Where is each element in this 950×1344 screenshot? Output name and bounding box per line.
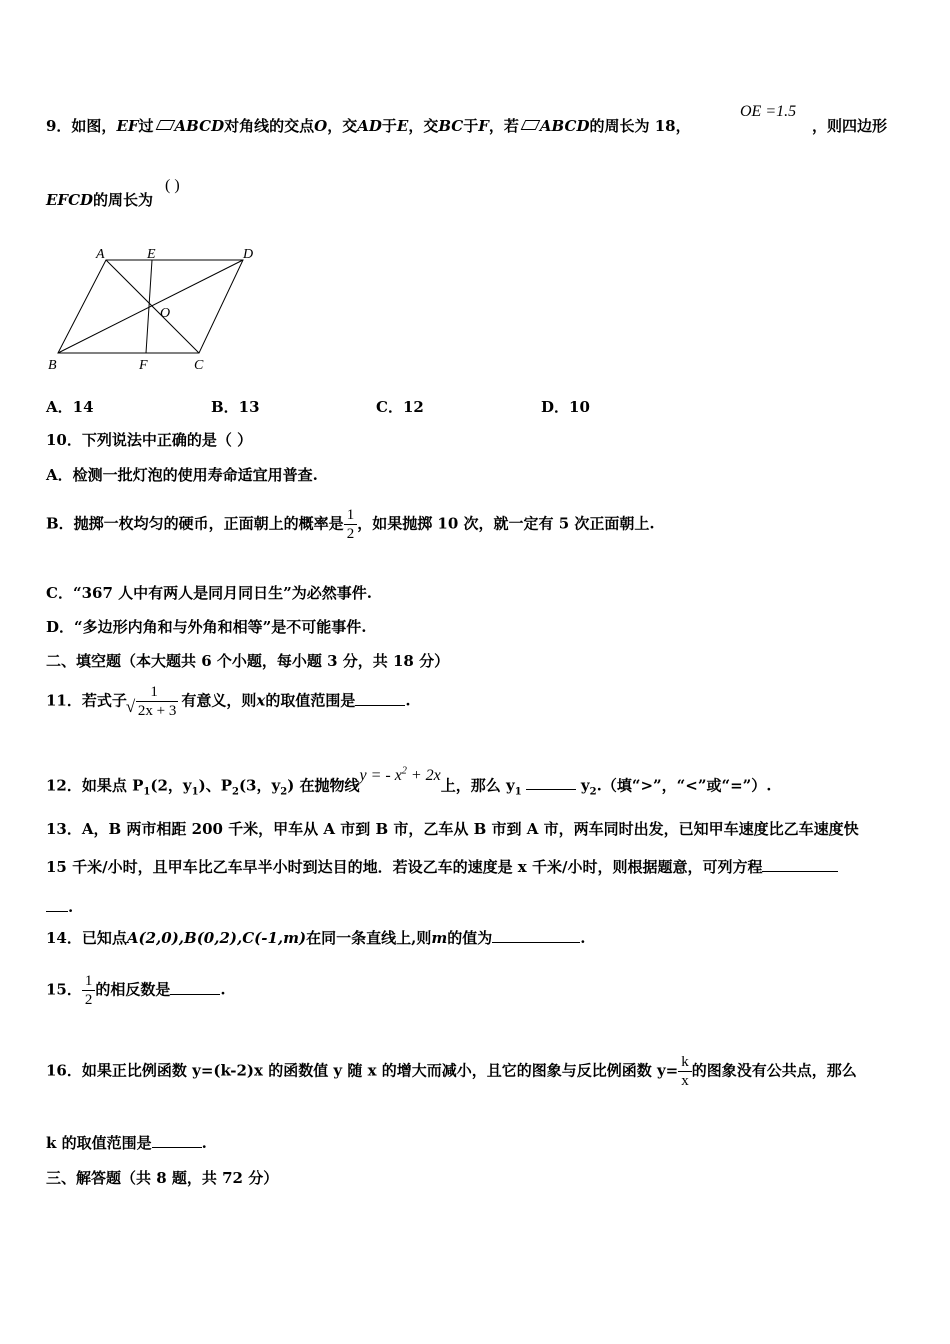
q11-fraction — [127, 683, 181, 720]
q13-answer-blank-cont[interactable] — [46, 897, 68, 912]
q16-text: 16．如果正比例函数 y=(k-2)x 的函数值 y 随 x 的增大而减小，且它的图象与反比例函数 y= — [46, 1061, 679, 1080]
section-2-heading: 二、填空题（本大题共 6 个小题，每小题 3 分，共 18 分） — [46, 652, 450, 670]
q13-line1: 13．A，B 两市相距 200 千米，甲车从 A 市到 B 市，乙车从 B 市到 A 市，两车同时出发，已知甲车速度比乙车速度快 — [46, 820, 859, 838]
q12-sub: 1 — [514, 786, 522, 798]
q10-option-a[interactable]: A．检测一批灯泡的使用寿命适宜用普查. — [46, 466, 318, 484]
q13-line2 — [46, 857, 838, 877]
q9-text: 对角线的交点 — [224, 117, 315, 135]
eq-part: y = - x — [359, 767, 402, 785]
q9-ad: AD — [357, 117, 382, 135]
q9-option-c[interactable]: C．12 — [376, 398, 424, 416]
q9-text: ，交 — [327, 117, 358, 135]
q15-text: 的相反数是 — [95, 980, 171, 999]
q9-text-end: ，则四边形 — [812, 117, 888, 135]
q12 — [46, 766, 772, 802]
q10-b-text: ，如果抛掷 10 次，就一定有 5 次正面朝上. — [357, 514, 655, 533]
q9-efcd: EFCD — [46, 191, 94, 209]
q11-text: 的取值范围是 — [265, 691, 356, 710]
q12-text: ) 在抛物线 — [287, 776, 360, 795]
q13-text: . — [68, 898, 74, 916]
q13-line3 — [46, 897, 73, 917]
q9-text: ，交 — [408, 117, 439, 135]
q9-abcd: ABCD — [539, 117, 590, 135]
q15-answer-blank[interactable] — [170, 980, 220, 995]
q12-text: 上，那么 y — [440, 776, 515, 795]
q12-text: y — [575, 776, 590, 795]
label-o: O — [160, 306, 171, 321]
q9-bc: BC — [438, 117, 464, 135]
q9-ef: EF — [116, 117, 139, 135]
q15-text: 15． — [46, 980, 82, 999]
frac-num: k — [681, 1054, 689, 1070]
q12-text: (3，y — [238, 776, 281, 795]
q16-line2 — [46, 1133, 207, 1153]
q15-text: . — [220, 980, 226, 999]
frac-den — [127, 701, 181, 720]
q14-text: 14．已知点 — [46, 929, 127, 947]
q13-answer-blank[interactable] — [762, 857, 838, 872]
q12-answer-blank[interactable] — [526, 775, 576, 790]
q10-stem: 10．下列说法中正确的是（ ） — [46, 431, 253, 449]
q12-parabola-equation — [360, 767, 441, 784]
label-c: C — [194, 358, 204, 373]
q11-x: x — [256, 691, 266, 710]
eq-part: + 2x — [406, 767, 441, 785]
q12-sub: 2 — [280, 786, 288, 798]
q14-text: 在同一条直线上,则 — [306, 929, 432, 947]
q9-e: E — [396, 117, 409, 135]
section-3-heading: 三、解答题（共 8 题，共 72 分） — [46, 1169, 279, 1187]
parallelogram-icon — [521, 120, 541, 130]
q9-text: 于 — [381, 117, 397, 135]
q11-answer-blank[interactable] — [355, 691, 405, 706]
q10-option-c[interactable]: C．“367 人中有两人是同月同日生”为必然事件. — [46, 584, 372, 602]
q9-text: 9．如图， — [46, 117, 117, 135]
q12-sub: 1 — [191, 786, 199, 798]
q12-sub: 1 — [143, 786, 151, 798]
q9-line1 — [46, 116, 691, 136]
fraction-k-over-x — [678, 1053, 692, 1090]
q12-text: (2，y — [150, 776, 192, 795]
diagonal-ac — [106, 260, 199, 353]
q16-answer-blank[interactable] — [152, 1133, 202, 1148]
label-e: E — [147, 247, 156, 262]
q12-text: )、P — [198, 776, 232, 795]
q9-text: 的周长为 18， — [589, 117, 691, 135]
frac-den: 2 — [82, 990, 96, 1009]
label-b: B — [48, 358, 57, 373]
q14-m: m — [431, 929, 448, 947]
q14 — [46, 928, 585, 948]
frac-num: 1 — [84, 973, 93, 989]
q9-o: O — [314, 117, 328, 135]
q9-option-b[interactable]: B．13 — [211, 398, 260, 416]
q12-text: 12．如果点 P — [46, 776, 144, 795]
q9-text: ，若 — [488, 117, 519, 135]
q9-parallelogram-figure — [40, 242, 270, 377]
q14-text: . — [580, 929, 586, 947]
q12-sub: 2 — [589, 786, 597, 798]
label-d: D — [243, 247, 254, 262]
q16-line1 — [46, 1053, 857, 1090]
label-a: A — [96, 247, 105, 262]
frac-den: x — [678, 1071, 692, 1090]
q10-option-b[interactable] — [46, 506, 655, 543]
frac-den: 2 — [344, 524, 358, 543]
q9-answer-paren: ( ) — [165, 177, 180, 194]
q12-sub: 2 — [231, 786, 239, 798]
q9-text: 过 — [138, 117, 154, 135]
q16-text: 的图象没有公共点，那么 — [691, 1061, 857, 1080]
q11-text: 有意义，则 — [181, 691, 257, 710]
fraction-one-half — [82, 972, 96, 1009]
sqrt-radicand: √ 2x + 3 — [136, 701, 178, 720]
diagonal-bd — [58, 260, 243, 353]
q15 — [46, 972, 226, 1009]
q16-text: . — [201, 1134, 207, 1152]
q10-option-d[interactable]: D．“多边形内角和与外角和相等”是不可能事件. — [46, 618, 367, 636]
q9-line2 — [46, 190, 153, 210]
q9-oe-formula: OE =1.5 — [740, 103, 797, 120]
q11-text: . — [405, 691, 411, 710]
q12-text: .（填“>”，“<”或“=”）. — [596, 776, 772, 795]
q13-text: 15 千米/小时，且甲车比乙车早半小时到达目的地．若设乙车的速度是 x 千米/小时，则根据题意，可列方程 — [46, 858, 763, 876]
frac-num: 1 — [150, 684, 158, 700]
fraction-one-half — [344, 506, 358, 543]
eq-sup: 2 — [401, 766, 407, 777]
q9-text: 的周长为 — [93, 191, 154, 209]
label-f: F — [139, 358, 148, 373]
q9-abcd: ABCD — [174, 117, 225, 135]
q11 — [46, 683, 411, 720]
q14-answer-blank[interactable] — [492, 928, 580, 943]
q10-b-text: B．抛掷一枚均匀的硬币，正面朝上的概率是 — [46, 514, 344, 533]
q11-text: 11．若式子 — [46, 691, 127, 710]
q14-points: A(2,0),B(0,2),C(-1,m) — [126, 929, 307, 947]
q16-text: k 的取值范围是 — [46, 1134, 152, 1152]
frac-num: 1 — [346, 507, 355, 523]
q9-option-a[interactable]: A．14 — [46, 398, 94, 416]
q9-option-d[interactable]: D．10 — [541, 398, 590, 416]
q9-text: 于 — [463, 117, 479, 135]
parallelogram-icon — [155, 120, 175, 130]
q9-f: F — [478, 117, 489, 135]
q14-text: 的值为 — [447, 929, 493, 947]
